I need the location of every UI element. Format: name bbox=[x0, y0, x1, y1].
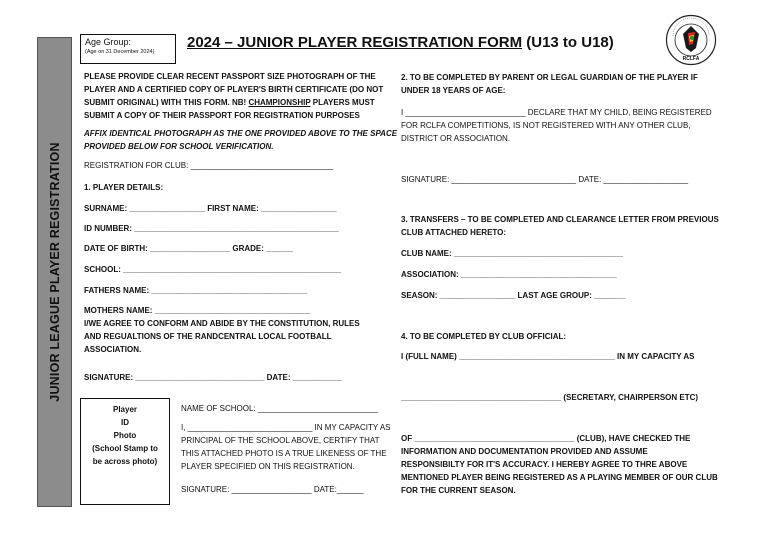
official-line-2: INFORMATION AND DOCUMENTATION PROVIDED AND ASSUME bbox=[401, 447, 648, 456]
photo-box-line-2: ID bbox=[121, 418, 129, 427]
section-3-heading-2: CLUB ATTACHED HERETO: bbox=[401, 228, 507, 237]
parent-declare-field[interactable]: I ___________________________ DECLARE THAT MY CHILD, BEING REGISTERED bbox=[401, 108, 712, 117]
intro-line-3c: PLAYERS MUST bbox=[310, 98, 375, 107]
official-line-3: RESPONSIBILTY FOR IT'S ACCURACY. I HEREBY AGREE TO THRE ABOVE bbox=[401, 460, 688, 469]
dob-grade-field[interactable]: DATE OF BIRTH: __________________ GRADE: ______ bbox=[84, 244, 293, 253]
rclfa-logo bbox=[665, 14, 717, 66]
school-name-field[interactable]: NAME OF SCHOOL: ___________________________ bbox=[181, 404, 379, 413]
principal-line-4: PLAYER SPECIFIED ON THIS REGISTRATION. bbox=[181, 462, 355, 471]
affix-line-1: AFFIX IDENTICAL PHOTOGRAPH AS THE ONE PROVIDED ABOVE TO THE SPACE bbox=[84, 129, 398, 138]
section-3-heading-1: 3. TRANSFERS – TO BE COMPLETED AND CLEARANCE LETTER FROM PREVIOUS bbox=[401, 215, 719, 224]
school-field[interactable]: SCHOOL: _________________________________________________ bbox=[84, 265, 342, 274]
parent-signature-field[interactable]: SIGNATURE: ____________________________ DATE: ___________________ bbox=[401, 175, 689, 184]
section-4-heading: 4. TO BE COMPLETED BY CLUB OFFICIAL: bbox=[401, 332, 567, 341]
intro-line-3 bbox=[84, 96, 375, 109]
intro-line-3a: SUBMIT ORIGINAL) WITH THIS FORM. NB! bbox=[84, 98, 249, 107]
official-full-name-field[interactable]: I (FULL NAME) ___________________________________ IN MY CAPACITY AS bbox=[401, 352, 695, 361]
principal-line-3: THIS ATTACHED PHOTO IS A TRUE LIKENESS OF THE bbox=[181, 449, 387, 458]
season-age-group-field[interactable]: SEASON: _________________ LAST AGE GROUP: _______ bbox=[401, 291, 626, 300]
registration-club-field[interactable]: REGISTRATION FOR CLUB: ________________________________ bbox=[84, 161, 333, 170]
affix-line-2: PROVIDED BELOW FOR SCHOOL VERIFICATION. bbox=[84, 142, 274, 151]
age-group-box[interactable] bbox=[80, 34, 176, 64]
principal-name-field[interactable]: I, ____________________________ IN MY CAPACITY AS bbox=[181, 423, 391, 432]
form-title bbox=[187, 34, 614, 51]
photo-box-line-5: be across photo) bbox=[92, 457, 158, 466]
principal-signature-field[interactable]: SIGNATURE: __________________ DATE:______ bbox=[181, 485, 364, 494]
logo-text: RCLFA bbox=[682, 56, 700, 62]
intro-line-4: SUBMIT A COPY OF THEIR PASSPORT FOR REGISTRATION PURPOSES bbox=[84, 111, 360, 120]
player-signature-field[interactable]: SIGNATURE: _____________________________ DATE: ___________ bbox=[84, 373, 342, 382]
photo-box-line-1: Player bbox=[112, 405, 138, 414]
agree-line-1: I/WE AGREE TO CONFORM AND ABIDE BY THE CONSTITUTION, RULES bbox=[84, 319, 360, 328]
parent-declare-line-2: FOR RCLFA COMPETITIONS, IS NOT REGISTERED WITH ANY OTHER CLUB, bbox=[401, 121, 691, 130]
championship-word: CHAMPIONSHIP bbox=[248, 98, 311, 107]
id-number-field[interactable]: ID NUMBER: ______________________________________________ bbox=[84, 224, 339, 233]
age-group-label: Age Group: bbox=[85, 37, 132, 47]
section-1-heading: 1. PLAYER DETAILS: bbox=[84, 183, 164, 192]
official-line-5: FOR THE CURRENT SEASON. bbox=[401, 486, 516, 495]
photo-box[interactable] bbox=[80, 398, 170, 505]
side-banner bbox=[37, 37, 72, 507]
form-title-suffix: (U13 to U18) bbox=[522, 34, 614, 51]
principal-line-2: PRINCIPAL OF THE SCHOOL ABOVE, CERTIFY THAT bbox=[181, 436, 380, 445]
surname-firstname-field[interactable]: SURNAME: _________________ FIRST NAME: _________________ bbox=[84, 204, 337, 213]
mothers-name-field[interactable]: MOTHERS NAME: ___________________________________ bbox=[84, 306, 311, 315]
parent-declare-line-3: DISTRICT OR ASSOCIATION. bbox=[401, 134, 511, 143]
fathers-name-field[interactable]: FATHERS NAME: ___________________________________ bbox=[84, 286, 308, 295]
intro-line-2: PLAYER AND A CERTIFIED COPY OF PLAYER'S BIRTH CERTIFICATE (DO NOT bbox=[84, 85, 384, 94]
age-group-note: (Age on 31 December 2024) bbox=[85, 49, 155, 55]
agree-line-3: ASSOCIATION. bbox=[84, 345, 142, 354]
official-line-4: MENTIONED PLAYER BEING REGISTERED AS A PLAYING MEMBER OF OUR CLUB bbox=[401, 473, 718, 482]
official-capacity-field[interactable]: ____________________________________ (SECRETARY, CHAIRPERSON ETC) bbox=[401, 393, 699, 402]
section-2-heading-2: UNDER 18 YEARS OF AGE: bbox=[401, 86, 506, 95]
official-club-field[interactable]: OF ____________________________________ (CLUB), HAVE CHECKED THE bbox=[401, 434, 691, 443]
form-title-main: 2024 – JUNIOR PLAYER REGISTRATION FORM bbox=[187, 34, 523, 51]
section-2-heading-1: 2. TO BE COMPLETED BY PARENT OR LEGAL GUARDIAN OF THE PLAYER IF bbox=[401, 73, 698, 82]
agree-line-2: AND REGUALTIONS OF THE RANDCENTRAL LOCAL FOOTBALL bbox=[84, 332, 332, 341]
side-banner-text: JUNIOR LEAGUE PLAYER REGISTRATION bbox=[47, 142, 62, 402]
photo-box-line-3: Photo bbox=[113, 431, 137, 440]
photo-box-line-4: (School Stamp to bbox=[92, 444, 158, 453]
club-name-field[interactable]: CLUB NAME: ______________________________________ bbox=[401, 249, 623, 258]
association-field[interactable]: ASSOCIATION: ___________________________________ bbox=[401, 270, 617, 279]
intro-line-1: PLEASE PROVIDE CLEAR RECENT PASSPORT SIZE PHOTOGRAPH OF THE bbox=[84, 72, 376, 81]
